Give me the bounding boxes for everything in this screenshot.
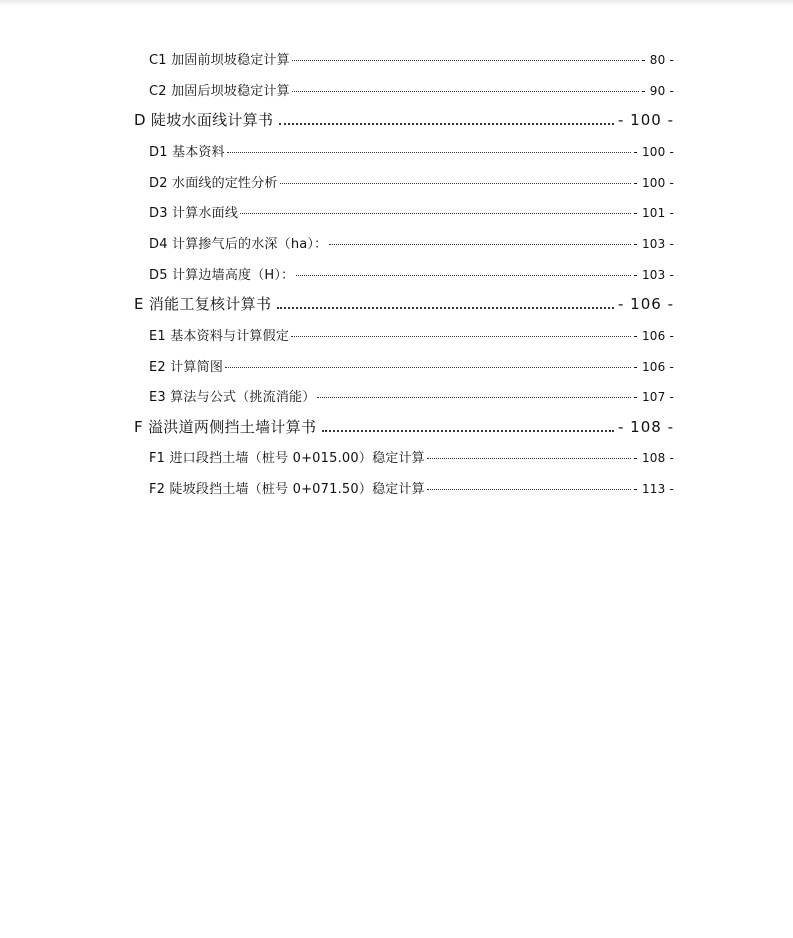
toc-entry-e2[interactable] — [149, 356, 674, 375]
toc-entry-page: - 113 - — [633, 482, 674, 496]
toc-entry-page: - 106 - — [633, 360, 674, 374]
toc-entry-title: D1 基本资料 — [149, 145, 225, 160]
toc-entry-page: - 100 - — [618, 111, 674, 129]
toc-entry-d2[interactable] — [149, 172, 674, 191]
toc-entry-title: D5 计算边墙高度（H）： — [149, 268, 295, 283]
dot-leader — [240, 213, 631, 214]
toc-entry-page: - 106 - — [618, 295, 674, 313]
dot-leader — [280, 183, 632, 184]
dot-leader — [322, 430, 614, 432]
toc-entry-f1[interactable] — [149, 447, 674, 466]
toc-entry-page: - 100 - — [633, 176, 674, 190]
dot-leader — [291, 336, 631, 337]
dot-leader — [292, 91, 639, 92]
toc-entry-title: E3 算法与公式（挑流消能） — [149, 390, 316, 405]
toc-entry-f2[interactable] — [149, 478, 674, 497]
toc-entry-title: D2 水面线的定性分析 — [149, 176, 278, 191]
toc-entry-title: E2 计算简图 — [149, 360, 224, 375]
toc-entry-title: E 消能工复核计算书 — [134, 295, 272, 313]
dot-leader — [292, 60, 639, 61]
toc-entry-page: - 108 - — [633, 451, 674, 465]
toc-entry-d1[interactable] — [149, 141, 674, 160]
toc-entry-page: - 101 - — [633, 206, 674, 220]
toc-entry-c2[interactable] — [149, 80, 674, 99]
toc-entry-e1[interactable] — [149, 325, 674, 344]
dot-leader — [329, 244, 631, 245]
toc-entry-page: - 90 - — [641, 84, 674, 98]
toc-entry-title: C2 加固后坝坡稳定计算 — [149, 84, 290, 99]
toc-entry-title: D 陡坡水面线计算书 — [134, 111, 274, 129]
toc-entry-d3[interactable] — [149, 202, 674, 221]
toc-entry-title: F1 进口段挡土墙（桩号 0+015.00）稳定计算 — [149, 451, 425, 466]
toc-entry-title: E1 基本资料与计算假定 — [149, 329, 290, 344]
dot-leader — [427, 458, 632, 459]
toc-entry-page: - 106 - — [633, 329, 674, 343]
page-top-shadow — [0, 0, 793, 6]
toc-entry-f[interactable] — [134, 416, 674, 437]
toc-entry-page: - 103 - — [633, 268, 674, 282]
toc-entry-page: - 103 - — [633, 237, 674, 251]
toc-entry-title: F2 陡坡段挡土墙（桩号 0+071.50）稳定计算 — [149, 482, 425, 497]
toc-entry-e3[interactable] — [149, 386, 674, 405]
toc-entry-title: D3 计算水面线 — [149, 206, 239, 221]
toc-entry-title: C1 加固前坝坡稳定计算 — [149, 53, 290, 68]
toc-entry-page: - 107 - — [633, 390, 674, 404]
toc-entry-e[interactable] — [134, 293, 674, 314]
dot-leader — [227, 152, 632, 153]
dot-leader — [317, 397, 631, 398]
toc-entry-d5[interactable] — [149, 264, 674, 283]
toc-entry-title: F 溢洪道两侧挡土墙计算书 — [134, 418, 317, 436]
toc-entry-title: D4 计算掺气后的水深（ha）： — [149, 237, 328, 252]
dot-leader — [225, 367, 631, 368]
dot-leader — [296, 275, 631, 276]
dot-leader — [277, 307, 614, 309]
toc-entry-d4[interactable] — [149, 233, 674, 252]
dot-leader — [279, 123, 614, 125]
toc-entry-page: - 80 - — [641, 53, 674, 67]
toc-entry-c1[interactable] — [149, 49, 674, 68]
toc-entry-page: - 108 - — [618, 418, 674, 436]
dot-leader — [427, 489, 632, 490]
toc-entry-d[interactable] — [134, 109, 674, 130]
toc-entry-page: - 100 - — [633, 145, 674, 159]
